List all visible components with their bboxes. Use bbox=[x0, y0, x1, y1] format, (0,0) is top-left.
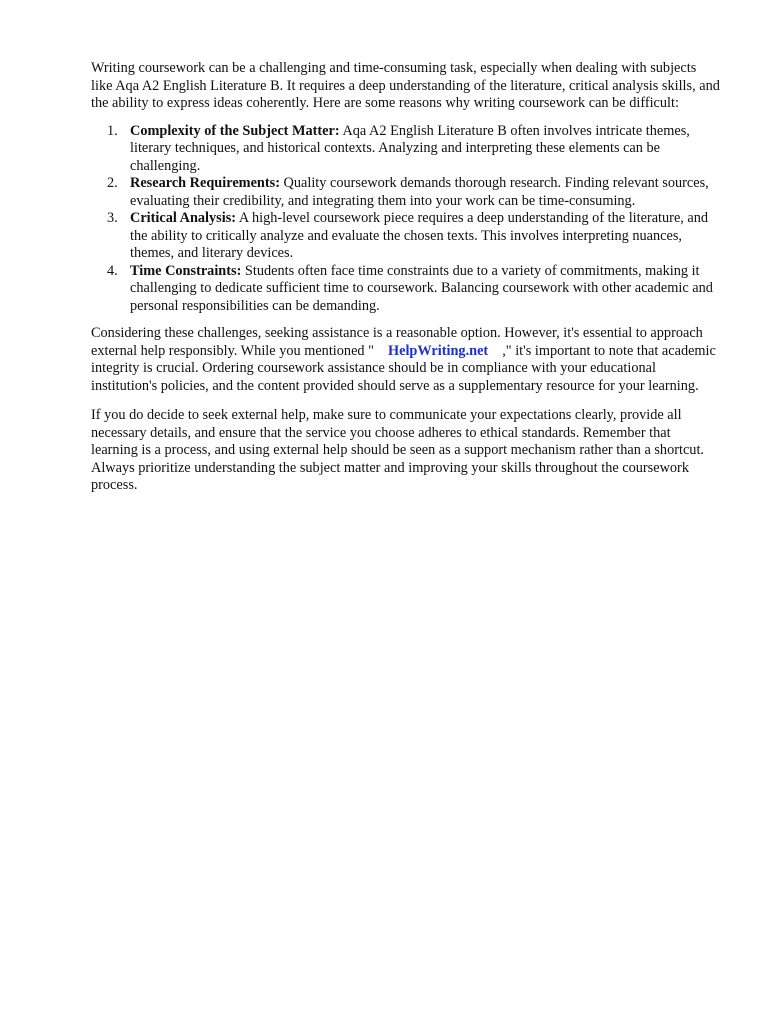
list-number: 2. bbox=[107, 175, 118, 191]
list-term: Complexity of the Subject Matter: bbox=[130, 122, 340, 139]
intro-paragraph: Writing coursework can be a challenging and time-consuming task, especially when dealing with subjects like Aqa A2 English Literature B. It requires a deep understanding of the literature, critical analysis skills, and the ability to express ideas coherently. Here are some reasons why writing coursework can be difficult: bbox=[91, 60, 720, 111]
list-number: 1. bbox=[107, 122, 118, 139]
list-item bbox=[91, 210, 721, 263]
list-item bbox=[91, 175, 721, 210]
reasons-list bbox=[91, 123, 721, 316]
advice-paragraph: If you do decide to seek external help, make sure to communicate your expectations clearly, provide all necessary details, and ensure that the service you choose adheres to ethical standards. Remember that learning is a process, and using external help should be seen as a support mechanism rather than a shortcut. Always prioritize understanding the subject matter and improving your skills throughout the coursework process. bbox=[91, 407, 704, 493]
list-term: Time Constraints: bbox=[130, 262, 242, 279]
list-text: A high-level coursework piece requires a deep understanding of the literature, and the ability to critically analyze and evaluate the chosen texts. This involves interpreting nuances, themes, and literary devices. bbox=[130, 210, 709, 261]
list-text: Students often face time constraints due to a variety of commitments, making it challenging to dedicate sufficient time to coursework. Balancing coursework with other academic and personal responsibilities can be demanding. bbox=[130, 262, 713, 314]
list-text: Aqa A2 English Literature B often involves intricate themes, literary techniques, and historical contexts. Analyzing and interpreting these elements can be challenging. bbox=[130, 122, 690, 174]
list-number: 3. bbox=[107, 210, 118, 226]
assistance-text-before: Considering these challenges, seeking assistance is a reasonable option. However, it's essential to approach external help responsibly. While you mentioned " bbox=[91, 325, 703, 359]
helpwriting-link[interactable]: HelpWriting.net bbox=[387, 342, 489, 359]
list-item bbox=[91, 263, 721, 316]
list-term: Research Requirements: bbox=[130, 175, 280, 191]
assistance-text-after: ," it's important to note that academic integrity is crucial. Ordering coursework assistance should be in compliance with your educational institution's policies, and the content provided should serve as a supplementary resource for your learning. bbox=[91, 342, 716, 394]
list-term: Critical Analysis: bbox=[130, 210, 237, 226]
list-text: Quality coursework demands thorough research. Finding relevant sources, evaluating their credibility, and integrating them into your work can be time-consuming. bbox=[130, 175, 709, 209]
list-item bbox=[91, 123, 721, 176]
list-number: 4. bbox=[107, 262, 118, 279]
assistance-paragraph bbox=[91, 325, 721, 395]
